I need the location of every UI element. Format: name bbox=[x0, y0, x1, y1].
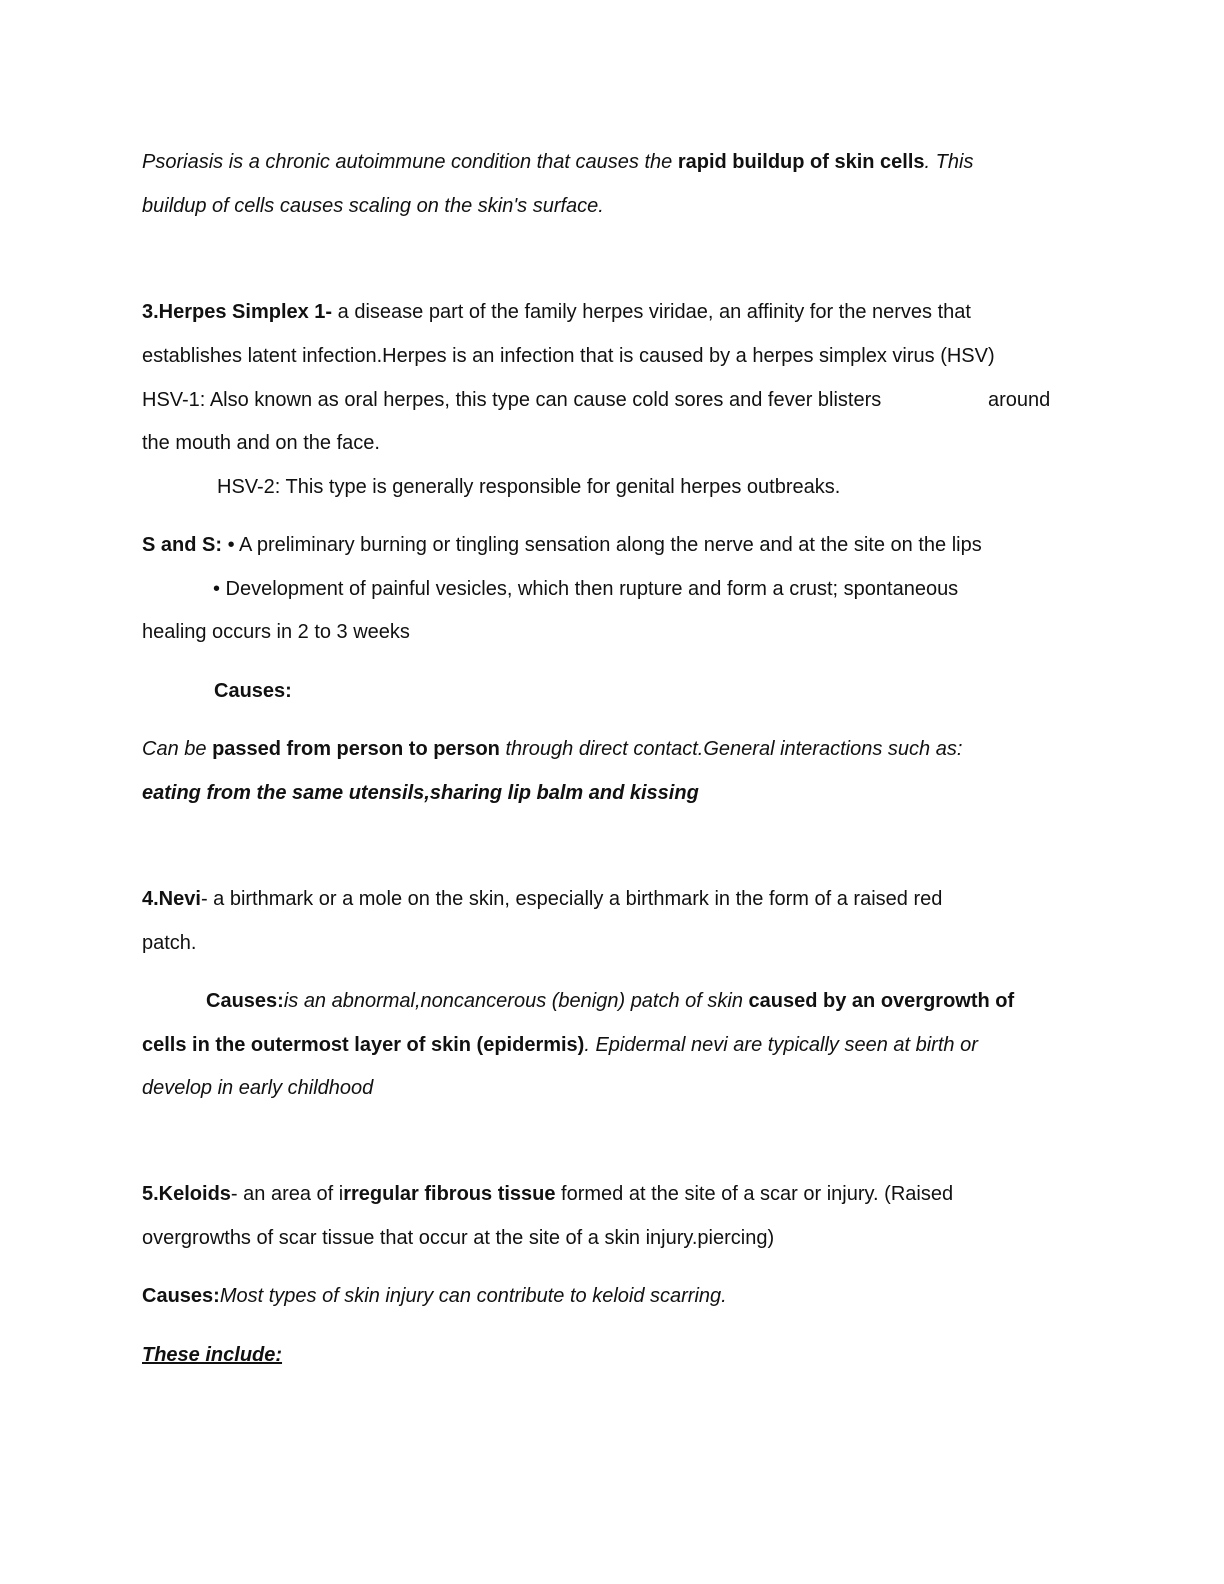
herpes-causes-line-2: eating from the same utensils,sharing lip balm and kissing bbox=[142, 782, 699, 804]
herpes-line-3: HSV-1: Also known as oral herpes, this type can cause cold sores and fever blisters around bbox=[142, 389, 1051, 411]
herpes-sands-3: healing occurs in 2 to 3 weeks bbox=[142, 621, 410, 643]
herpes-heading: 3.Herpes Simplex 1- bbox=[142, 301, 333, 323]
nevi-causes-line-3: develop in early childhood bbox=[142, 1077, 374, 1099]
nevi-line-1: 4.Nevi- a birthmark or a mole on the skin, especially a birthmark in the form of a raised red bbox=[142, 888, 943, 910]
nevi-heading: 4.Nevi bbox=[142, 888, 201, 910]
herpes-hsv2: HSV-2: This type is generally responsible for genital herpes outbreaks. bbox=[217, 476, 841, 498]
keloids-line-1: 5.Keloids- an area of irregular fibrous tissue formed at the site of a scar or injury. (Raised bbox=[142, 1183, 954, 1205]
psoriasis-line-2: buildup of cells causes scaling on the skin's surface. bbox=[142, 195, 604, 217]
herpes-causes-line-1: Can be passed from person to person through direct contact.General interactions such as: bbox=[142, 738, 963, 760]
keloids-line-2: overgrowths of scar tissue that occur at the site of a skin injury.piercing) bbox=[142, 1227, 775, 1249]
herpes-sands-1: S and S: • A preliminary burning or tingling sensation along the nerve and at the site on the lips bbox=[142, 534, 982, 556]
herpes-sands-2: • Development of painful vesicles, which then rupture and form a crust; spontaneous bbox=[213, 578, 959, 600]
nevi-line-2: patch. bbox=[142, 932, 197, 954]
sands-label: S and S: bbox=[142, 534, 223, 556]
herpes-line-1: 3.Herpes Simplex 1- a disease part of the family herpes viridae, an affinity for the nerves that bbox=[142, 301, 971, 323]
nevi-causes-line-1: Causes:is an abnormal,noncancerous (benign) patch of skin caused by an overgrowth of bbox=[206, 990, 1015, 1012]
keloids-heading: 5.Keloids bbox=[142, 1183, 231, 1205]
herpes-line-4: the mouth and on the face. bbox=[142, 432, 380, 454]
keloids-causes: Causes:Most types of skin injury can contribute to keloid scarring. bbox=[142, 1285, 727, 1307]
herpes-causes-label: Causes: bbox=[214, 680, 292, 702]
keloids-these-include: These include: bbox=[142, 1344, 283, 1366]
psoriasis-line-1: Psoriasis is a chronic autoimmune condition that causes the rapid buildup of skin cells. This bbox=[142, 151, 974, 173]
herpes-line-2: establishes latent infection.Herpes is an infection that is caused by a herpes simplex virus (HSV) bbox=[142, 345, 995, 367]
nevi-causes-line-2: cells in the outermost layer of skin (epidermis). Epidermal nevi are typically seen at birth or bbox=[142, 1034, 978, 1056]
